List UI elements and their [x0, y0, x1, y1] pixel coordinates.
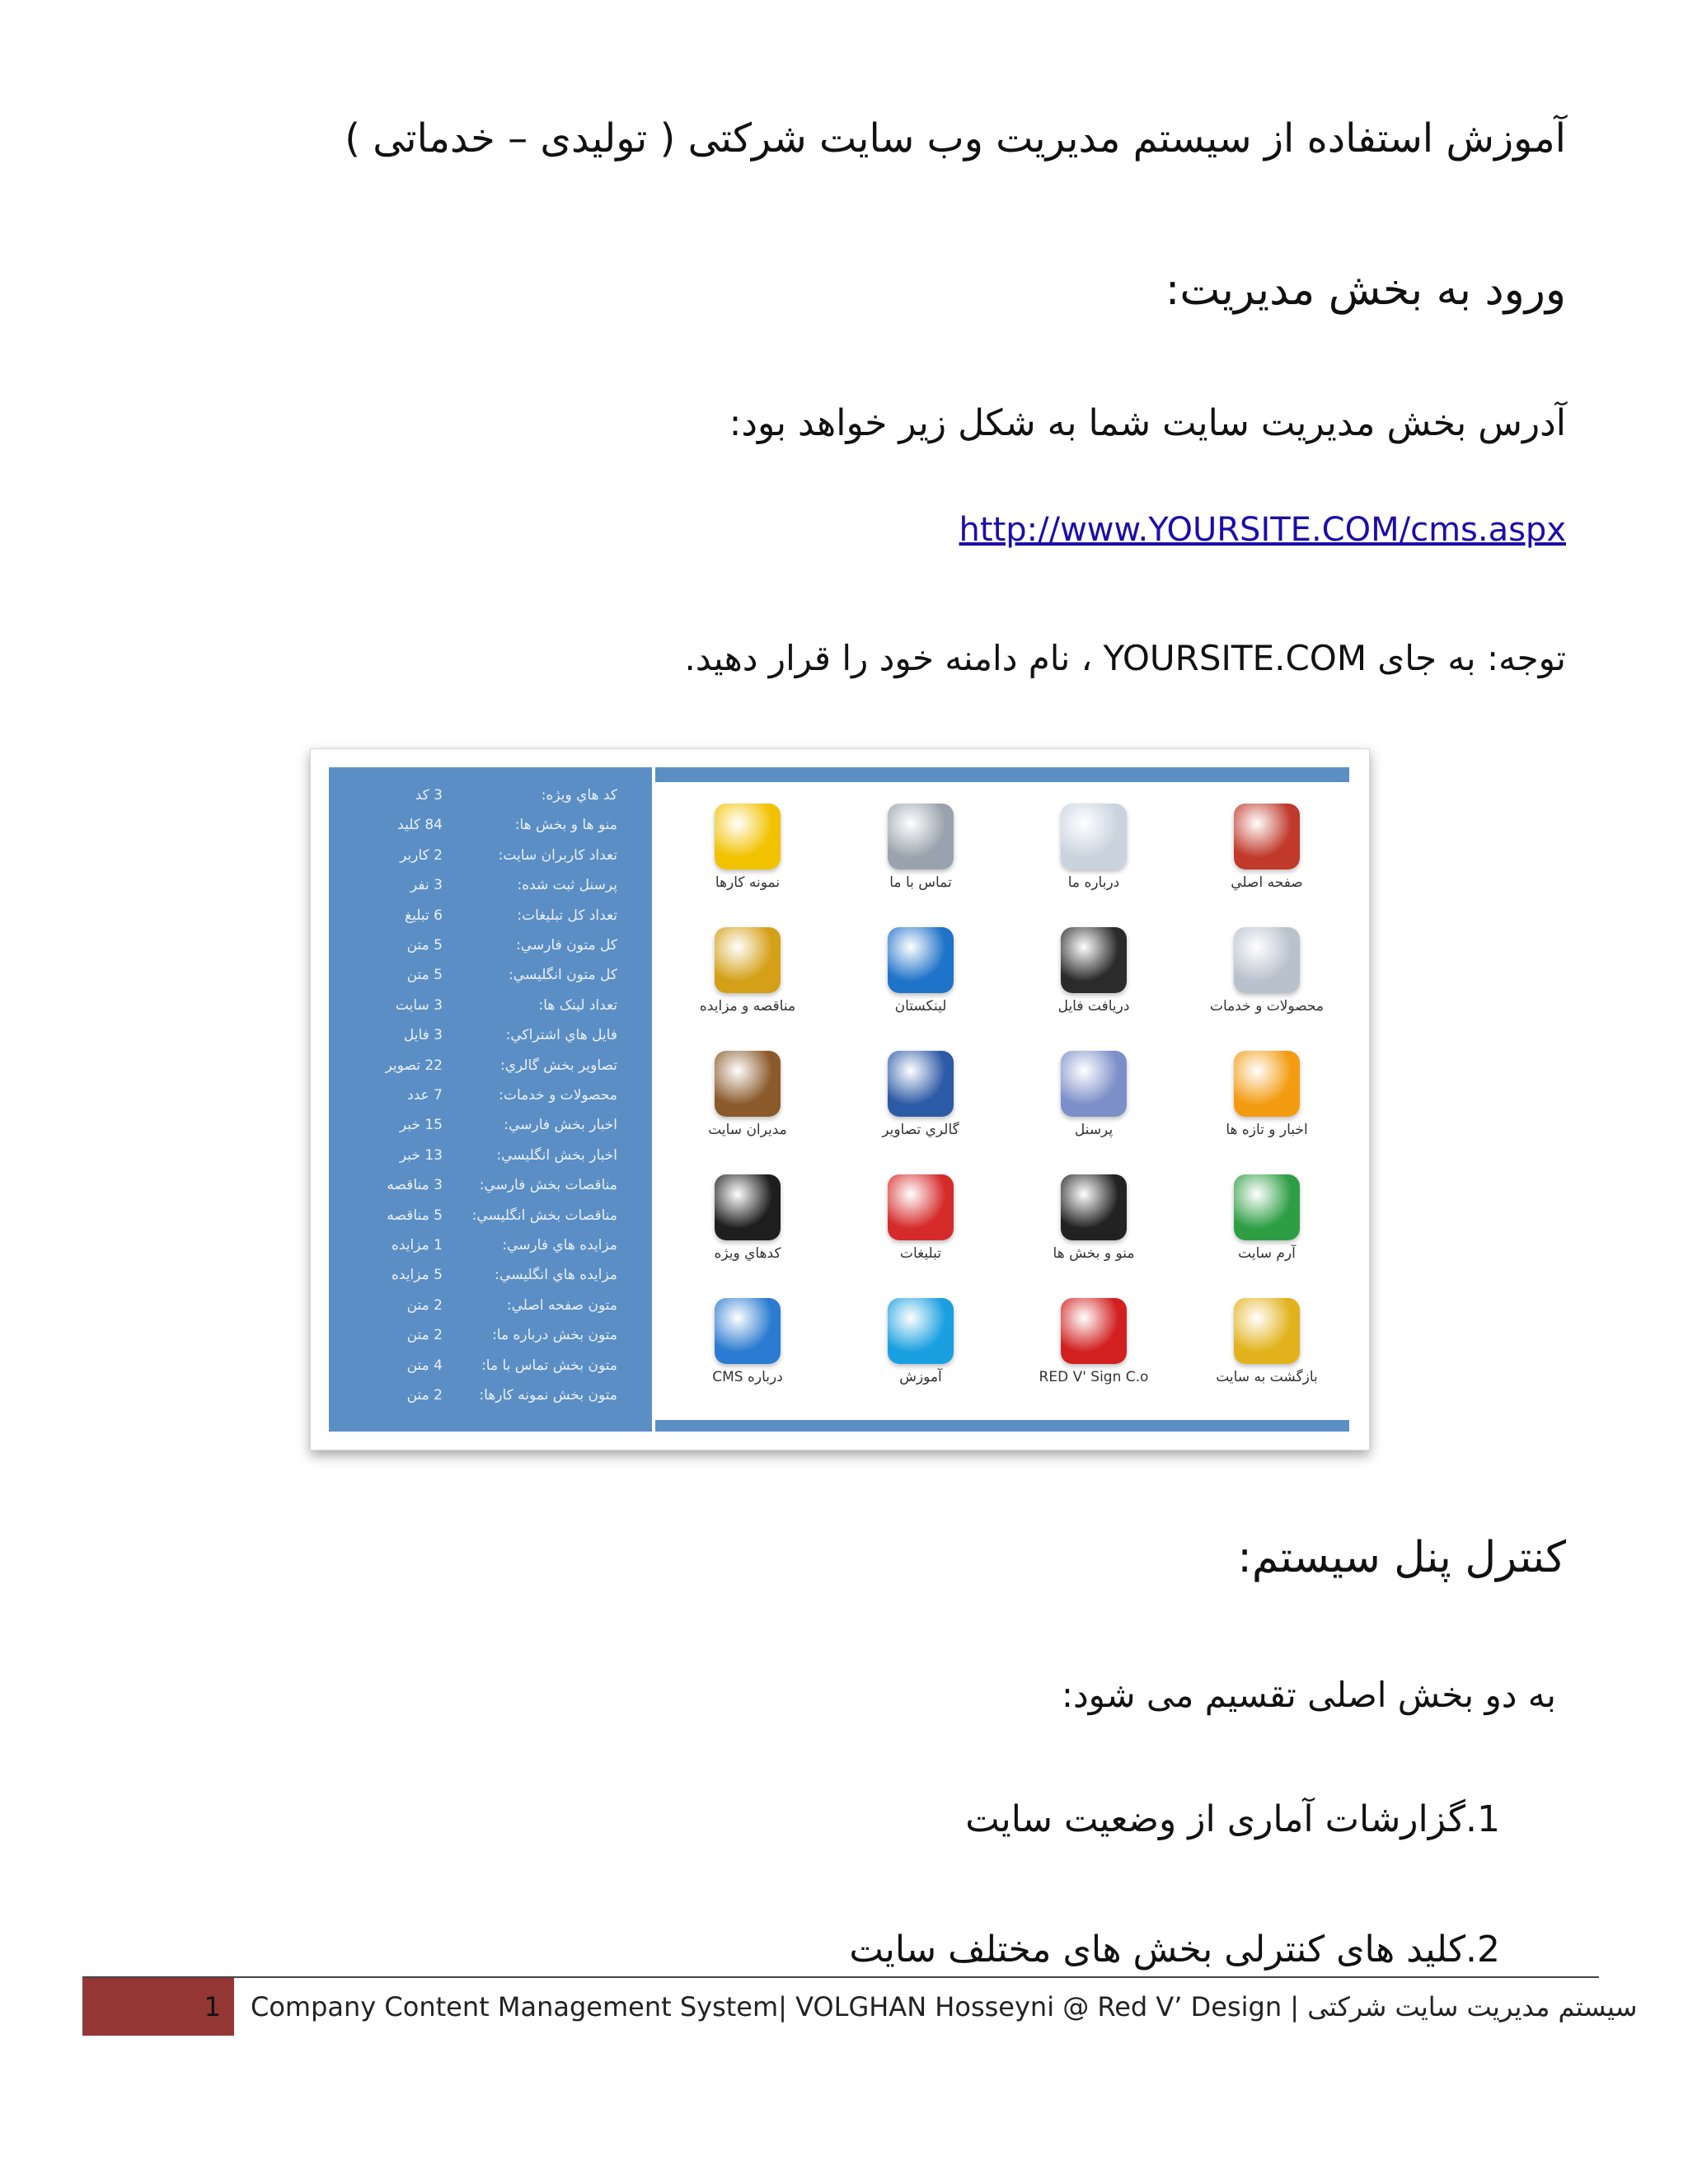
stat-label: اخبار بخش انگلیسي:	[496, 1146, 617, 1164]
stat-row	[329, 1141, 652, 1170]
clock-coins-icon	[715, 927, 781, 993]
stat-label: کد هاي ویژه:	[541, 787, 617, 804]
address-paragraph: آدرس بخش مدیریت سایت شما به شکل زیر خواهد بود:	[729, 402, 1566, 444]
control-tile[interactable]	[838, 1166, 1003, 1282]
stat-label: متون بخش تماس با ما:	[481, 1357, 617, 1374]
stat-row	[329, 1080, 652, 1110]
stat-row	[329, 1020, 652, 1050]
tile-label: تبلیغات	[899, 1245, 941, 1262]
cms-url-link[interactable]: http://www.YOURSITE.COM/cms.aspx	[959, 511, 1566, 549]
stat-row	[329, 1230, 652, 1260]
stat-value: 5 متن	[406, 967, 443, 984]
stat-row	[329, 991, 652, 1020]
stat-row	[329, 1051, 652, 1080]
help-question-icon	[715, 1298, 781, 1364]
folders-icon	[1234, 927, 1300, 993]
stat-value: 3 سایت	[395, 996, 443, 1014]
cms-panel-screenshot	[310, 748, 1370, 1451]
stats-panel	[329, 767, 652, 1432]
tile-label: مدیران سایت	[708, 1122, 787, 1138]
stat-label: اخبار بخش فارسي:	[504, 1117, 617, 1134]
tile-label: لینکستان	[894, 998, 947, 1015]
control-tile[interactable]	[665, 795, 830, 911]
stat-value: 7 عدد	[407, 1087, 443, 1104]
stat-row	[329, 1201, 652, 1230]
admin-user-key-icon	[715, 1051, 781, 1117]
page-number: 1	[204, 1991, 221, 2022]
stat-value: 13 خبر	[399, 1146, 443, 1164]
control-tile[interactable]	[1184, 919, 1349, 1034]
tile-label: صفحه اصلي	[1231, 874, 1303, 891]
stat-row	[329, 930, 652, 960]
film-strip-icon	[888, 1051, 954, 1117]
stat-value: 6 تبلیغ	[405, 907, 443, 924]
floppy-disk-icon	[1061, 927, 1127, 993]
stat-value: 2 متن	[406, 1327, 443, 1344]
stat-label: محصولات و خدمات:	[499, 1087, 617, 1104]
stat-row	[329, 841, 652, 870]
terminal-console-icon	[715, 1174, 781, 1240]
stat-value: 5 متن	[406, 937, 443, 954]
windows-logo-icon	[1061, 1174, 1127, 1240]
stat-row	[329, 1291, 652, 1320]
tile-label: آموزش	[899, 1369, 942, 1385]
list-item: 1.گزارشات آماری از وضعیت سایت	[965, 1798, 1500, 1840]
tile-label: نمونه کارها	[715, 874, 781, 891]
stat-label: پرسنل ثبت شده:	[517, 877, 617, 894]
stat-value: 1 مزایده	[391, 1237, 443, 1254]
stat-row	[329, 1351, 652, 1380]
stat-row	[329, 870, 652, 900]
stat-value: 2 متن	[406, 1387, 443, 1404]
internet-explorer-icon	[888, 927, 954, 993]
stat-row	[329, 1320, 652, 1350]
stat-value: 5 مزایده	[391, 1267, 443, 1284]
stat-row	[329, 1170, 652, 1200]
control-tile[interactable]	[665, 1166, 830, 1282]
phone-fax-icon	[888, 804, 954, 869]
control-tile[interactable]	[1011, 1166, 1176, 1282]
stat-label: متون صفحه اصلي:	[506, 1296, 617, 1314]
document-title: آموزش استفاده از سیستم مدیریت وب سایت شرکتی ( تولیدی – خدماتی )	[345, 115, 1566, 162]
control-tile[interactable]	[665, 919, 830, 1034]
stat-value: 2 متن	[406, 1296, 443, 1314]
tile-label: محصولات و خدمات	[1209, 998, 1325, 1015]
contact-card-icon	[1061, 1051, 1127, 1117]
stat-label: مزایده هاي انگلیسي:	[495, 1267, 617, 1284]
stat-value: 2 کاربر	[400, 846, 443, 864]
control-tile[interactable]	[838, 919, 1003, 1034]
stat-value: 3 کد	[415, 787, 443, 804]
section-heading-panel: کنترل پنل سیستم:	[1237, 1533, 1566, 1582]
tile-label: RED V' Sign C.o	[1039, 1369, 1149, 1385]
note-paragraph: توجه: به جای YOURSITE.COM ، نام دامنه خود را قرار دهید.	[684, 638, 1566, 678]
megaphone-icon	[888, 1174, 954, 1240]
tile-label: منو و بخش ها	[1053, 1245, 1135, 1262]
control-tile[interactable]	[838, 1290, 1003, 1405]
help-book-icon	[888, 1298, 954, 1364]
control-tile[interactable]	[1184, 1043, 1349, 1158]
stat-value: 4 متن	[406, 1357, 443, 1374]
stat-label: متون بخش نمونه کارها:	[479, 1387, 617, 1404]
list-item: 2.کلید های کنترلی بخش های مختلف سایت	[849, 1929, 1500, 1971]
tile-label: دریافت فایل	[1057, 998, 1130, 1015]
tile-label: اخبار و تازه ها	[1226, 1122, 1308, 1138]
stat-label: مزایده هاي فارسي:	[502, 1237, 617, 1254]
panel-bottom-bar	[655, 1420, 1349, 1432]
tile-label: درباره ما	[1067, 874, 1120, 891]
stat-label: مناقصات بخش فارسي:	[479, 1177, 617, 1194]
rss-feed-icon	[1234, 1051, 1300, 1117]
tile-label: کدهاي ویژه	[714, 1245, 781, 1262]
control-tile[interactable]	[1011, 795, 1176, 911]
stat-row	[329, 1260, 652, 1290]
stat-label: فایل هاي اشتراکي:	[505, 1027, 617, 1044]
stat-value: 15 خبر	[399, 1117, 443, 1134]
document-magnifier-icon	[1061, 804, 1127, 869]
stat-value: 22 تصویر	[385, 1057, 443, 1074]
control-tile[interactable]	[1011, 1043, 1176, 1158]
exit-door-user-icon	[1234, 1298, 1300, 1364]
stat-row	[329, 1380, 652, 1410]
tile-label: مناقصه و مزایده	[699, 998, 796, 1015]
red-v-logo-icon	[1061, 1298, 1127, 1364]
stat-label: مناقصات بخش انگلیسي:	[471, 1207, 617, 1224]
control-tile[interactable]	[665, 1043, 830, 1158]
tile-label: آرم سایت	[1238, 1245, 1296, 1262]
eye-logo-icon	[1234, 1174, 1300, 1240]
stat-label: منو ها و بخش ها:	[514, 817, 617, 834]
divided-paragraph: به دو بخش اصلی تقسیم می شود:	[1061, 1675, 1556, 1715]
stat-label: تصاویر بخش گالري:	[499, 1057, 617, 1074]
section-heading-login: ورود به بخش مدیریت:	[1165, 265, 1566, 315]
stat-value: 3 نفر	[410, 877, 443, 894]
stat-value: 3 مناقصه	[387, 1177, 443, 1194]
control-tile[interactable]	[1184, 1290, 1349, 1405]
stat-value: 3 فایل	[403, 1027, 443, 1044]
tile-label: درباره CMS	[712, 1369, 783, 1385]
stat-row	[329, 960, 652, 990]
stat-row	[329, 1110, 652, 1140]
control-tile[interactable]	[838, 1043, 1003, 1158]
bar-chart-icon	[715, 804, 781, 869]
stat-label: تعداد کل تبلیغات:	[517, 907, 617, 924]
font-a-icon	[1234, 804, 1300, 869]
stat-row	[329, 780, 652, 810]
stat-row	[329, 901, 652, 930]
stat-value: 84 کلید	[397, 817, 443, 834]
control-tile[interactable]	[665, 1290, 830, 1405]
stat-label: کل متون فارسي:	[516, 937, 617, 954]
stat-label: کل متون انگلیسي:	[509, 967, 617, 984]
tile-label: تماس با ما	[889, 874, 952, 891]
footer-text: Company Content Management System| VOLGHAN Hosseyni @ Red V’ Design | سیستم مدیریت سایت شرکتی	[251, 1991, 1638, 2022]
panel-top-bar	[655, 767, 1349, 782]
control-tile[interactable]	[1184, 795, 1349, 911]
control-tile[interactable]	[1011, 1290, 1176, 1405]
tile-label: پرسنل	[1074, 1122, 1114, 1138]
tile-label: گالري تصاویر	[882, 1122, 959, 1138]
stat-label: متون بخش درباره ما:	[492, 1327, 617, 1344]
stat-label: تعداد کاربران سایت:	[498, 846, 617, 864]
control-tile[interactable]	[1184, 1166, 1349, 1282]
stat-label: تعداد لینک ها:	[538, 996, 617, 1014]
stat-value: 5 مناقصه	[387, 1207, 443, 1224]
tile-label: بازگشت به سایت	[1216, 1369, 1318, 1385]
control-tile[interactable]	[1011, 919, 1176, 1034]
stat-row	[329, 810, 652, 840]
control-tile[interactable]	[838, 795, 1003, 911]
control-keys-panel	[655, 767, 1349, 1432]
